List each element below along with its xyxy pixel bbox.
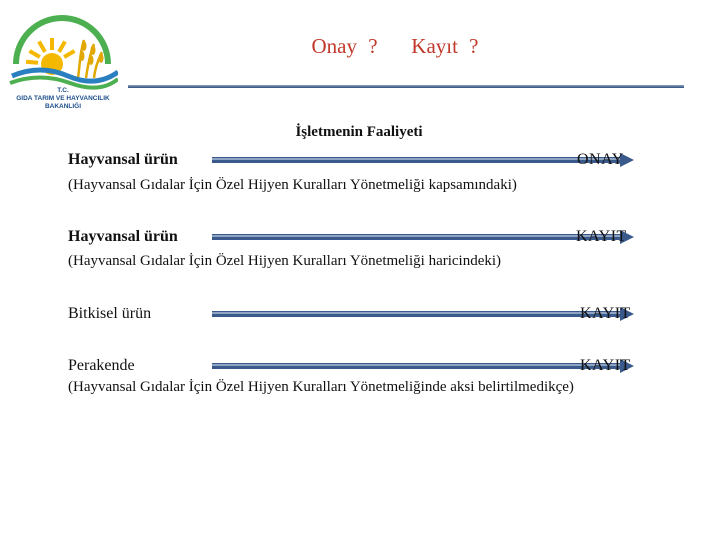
activity-row: [68, 151, 668, 173]
section-title: İşletmenin Faaliyeti: [295, 124, 423, 140]
page-title: Onay ? Kayıt ?: [311, 34, 479, 58]
svg-text:T.C.: T.C.: [57, 87, 69, 94]
regulation-note: (Hayvansal Gıdalar İçin Özel Hijyen Kuralları Yönetmeliği haricindeki): [68, 253, 502, 269]
arrow-icon: [212, 153, 634, 167]
activity-row: [68, 305, 668, 327]
ministry-logo-sun-wheat-icon: [6, 6, 118, 116]
regulation-note: (Hayvansal Gıdalar İçin Özel Hijyen Kuralları Yönetmeliğinde aksi belirtilmedikçe): [68, 379, 574, 395]
status-kayit: KAYIT: [580, 305, 631, 322]
row-label: Perakende: [68, 357, 135, 374]
row-label: Bitkisel ürün: [68, 305, 152, 322]
regulation-note: (Hayvansal Gıdalar İçin Özel Hijyen Kuralları Yönetmeliği kapsamındaki): [68, 177, 517, 193]
status-onay: ONAY: [577, 151, 624, 168]
header-divider: [128, 85, 684, 88]
activity-row: [68, 228, 668, 250]
ministry-logo: [6, 6, 118, 116]
activity-row: [68, 357, 668, 379]
arrow-icon: [212, 230, 634, 244]
svg-text:GIDA TARIM VE HAYVANCILIK: GIDA TARIM VE HAYVANCILIK: [16, 95, 110, 102]
arrow-icon: [212, 307, 634, 321]
status-kayit: KAYIT: [576, 228, 627, 245]
row-label: Hayvansal ürün: [68, 151, 178, 168]
svg-text:BAKANLIĞI: BAKANLIĞI: [44, 103, 82, 110]
status-kayit: KAYIT: [580, 357, 631, 374]
arrow-icon: [212, 359, 634, 373]
row-label: Hayvansal ürün: [68, 228, 178, 245]
